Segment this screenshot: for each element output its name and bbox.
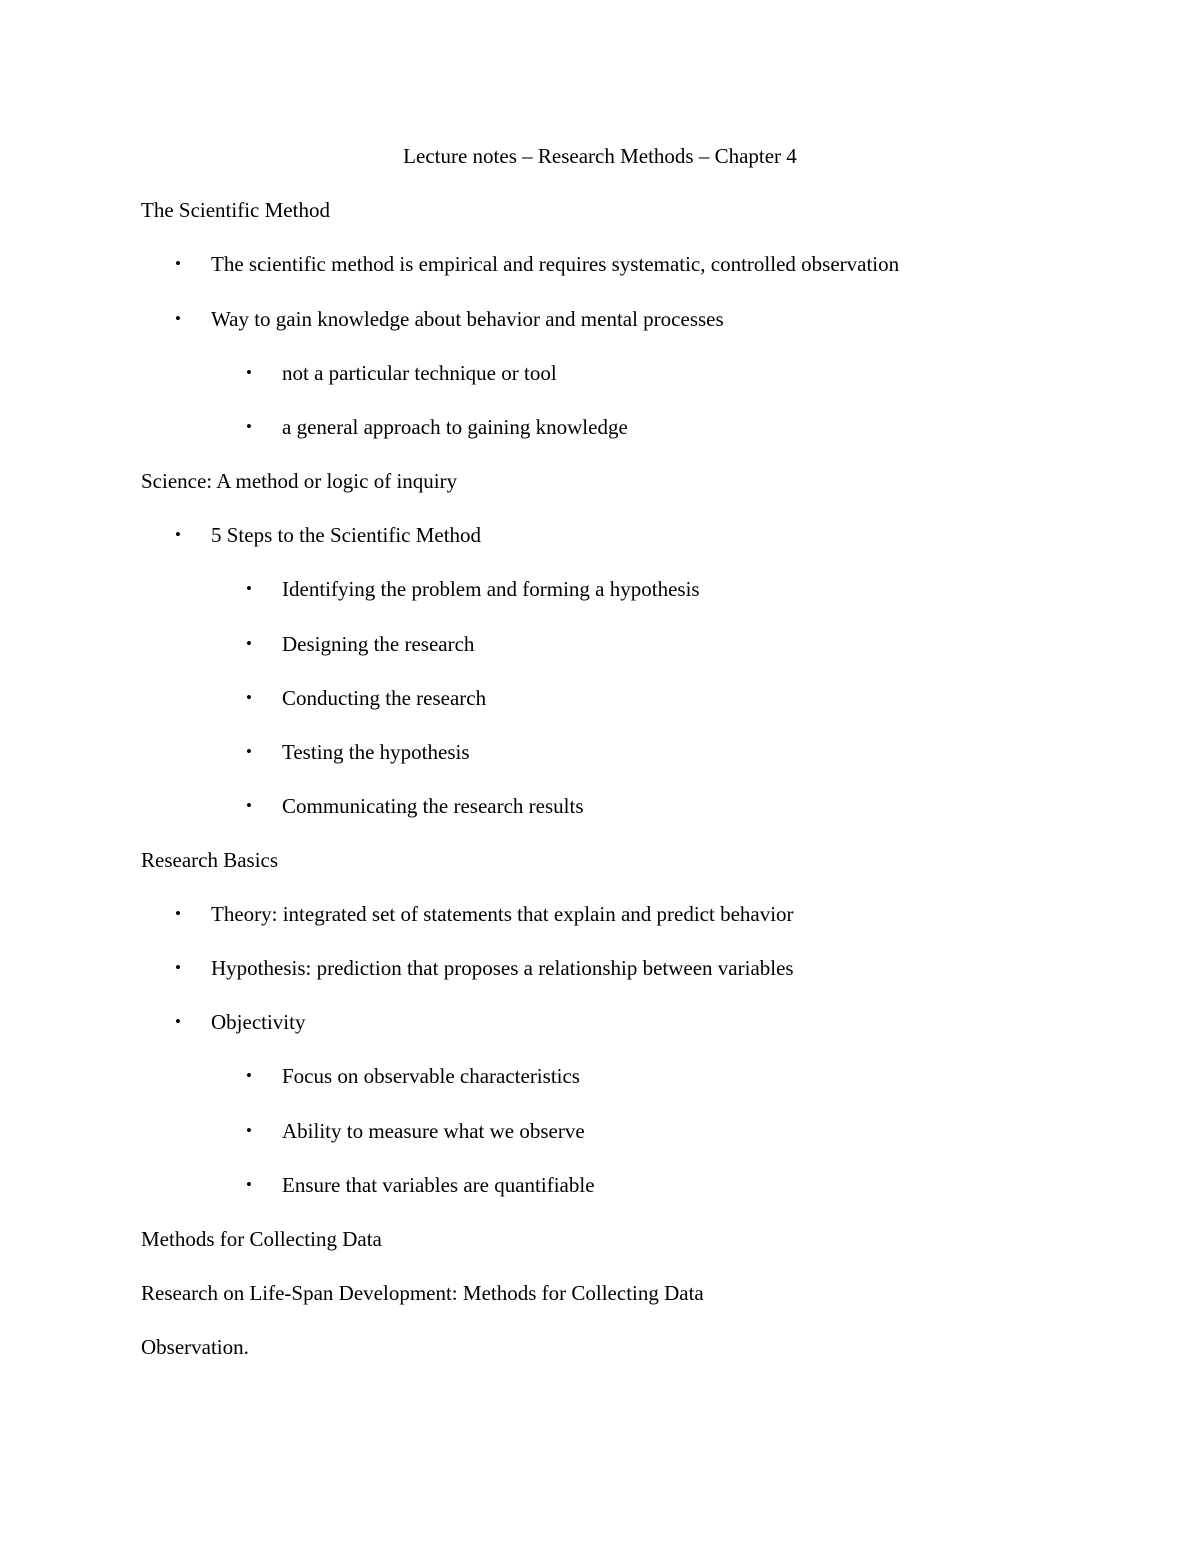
sub-list-item: Focus on observable characteristics bbox=[282, 1064, 580, 1088]
bullet-icon: • bbox=[246, 796, 252, 815]
list-item: Hypothesis: prediction that proposes a relationship between variables bbox=[211, 956, 794, 980]
bullet-icon: • bbox=[175, 254, 181, 273]
bullet-icon: • bbox=[175, 958, 181, 977]
sub-list-item: Conducting the research bbox=[282, 686, 487, 710]
document-title: Lecture notes – Research Methods – Chapter 4 bbox=[403, 144, 797, 168]
bullet-icon: • bbox=[246, 579, 252, 598]
list-item: Objectivity bbox=[211, 1010, 306, 1034]
bullet-icon: • bbox=[246, 742, 252, 761]
sub-list-item: Ensure that variables are quantifiable bbox=[282, 1173, 595, 1197]
bullet-icon: • bbox=[246, 1066, 252, 1085]
sub-list-item: not a particular technique or tool bbox=[282, 361, 557, 385]
list-item: Theory: integrated set of statements that explain and predict behavior bbox=[211, 902, 794, 926]
sub-list-item: Communicating the research results bbox=[282, 794, 584, 818]
sub-list-item: Designing the research bbox=[282, 632, 475, 656]
bullet-icon: • bbox=[246, 417, 252, 436]
bullet-icon: • bbox=[175, 1012, 181, 1031]
section-heading-life-span-development: Research on Life-Span Development: Methods for Collecting Data bbox=[141, 1281, 704, 1305]
bullet-icon: • bbox=[175, 309, 181, 328]
sub-list-item: Ability to measure what we observe bbox=[282, 1119, 585, 1143]
bullet-icon: • bbox=[175, 904, 181, 923]
bullet-icon: • bbox=[246, 1175, 252, 1194]
bullet-icon: • bbox=[175, 525, 181, 544]
section-heading-scientific-method: The Scientific Method bbox=[141, 198, 330, 222]
bullet-icon: • bbox=[246, 363, 252, 382]
bullet-icon: • bbox=[246, 688, 252, 707]
sub-list-item: Testing the hypothesis bbox=[282, 740, 470, 764]
sub-list-item: a general approach to gaining knowledge bbox=[282, 415, 628, 439]
list-item: 5 Steps to the Scientific Method bbox=[211, 523, 482, 547]
sub-list-item: Identifying the problem and forming a hypothesis bbox=[282, 577, 700, 601]
section-heading-science: Science: A method or logic of inquiry bbox=[141, 469, 458, 493]
section-heading-methods-collecting-data: Methods for Collecting Data bbox=[141, 1227, 382, 1251]
list-item: The scientific method is empirical and requires systematic, controlled observation bbox=[211, 252, 900, 276]
section-heading-research-basics: Research Basics bbox=[141, 848, 279, 872]
bullet-icon: • bbox=[246, 634, 252, 653]
section-heading-observation: Observation. bbox=[141, 1335, 249, 1359]
bullet-icon: • bbox=[246, 1121, 252, 1140]
list-item: Way to gain knowledge about behavior and mental processes bbox=[211, 307, 724, 331]
